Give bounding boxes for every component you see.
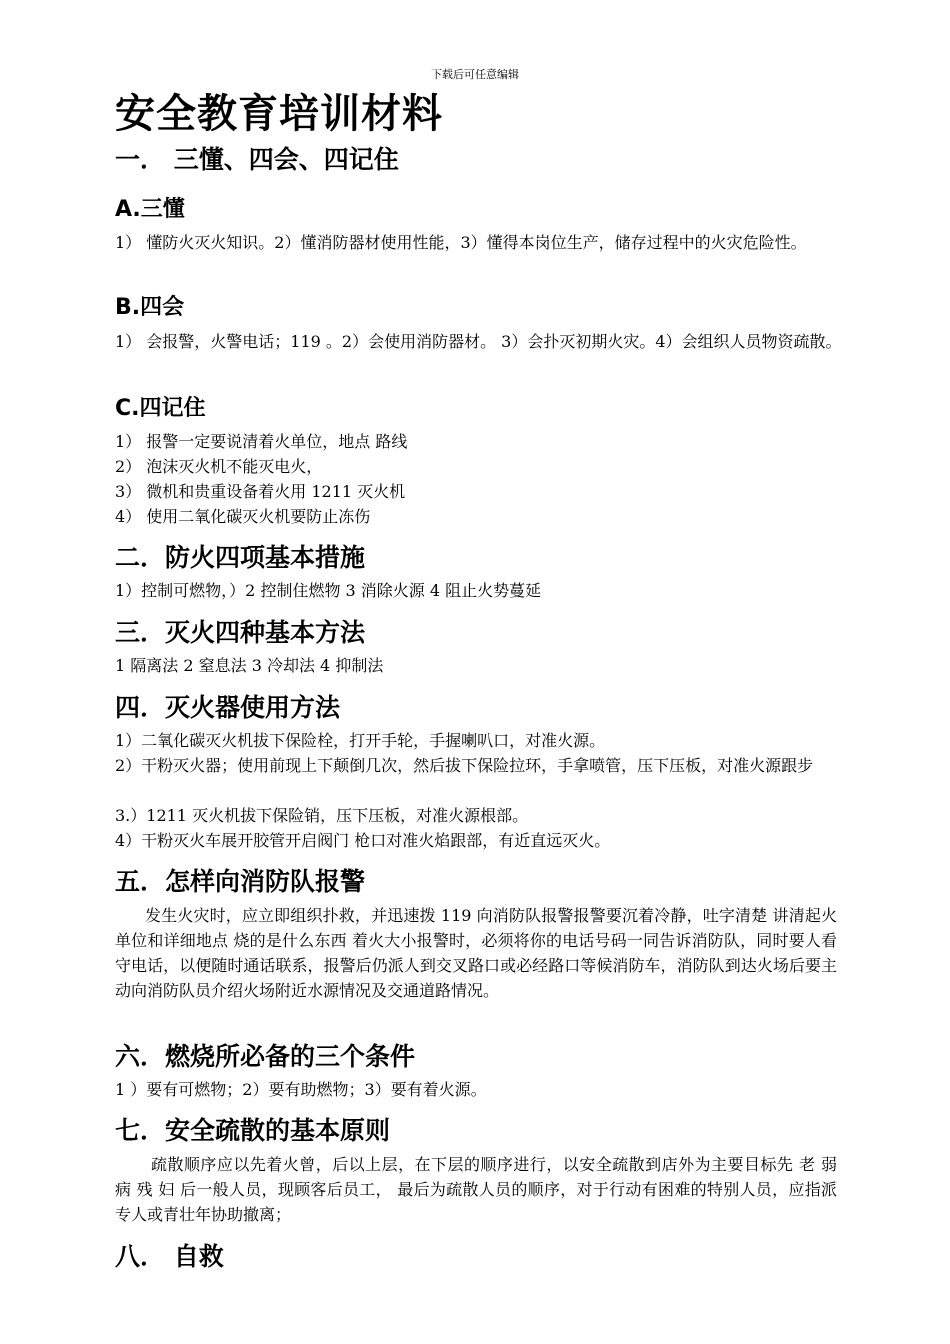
section-7-heading: 七．安全疏散的基本原则 bbox=[115, 1116, 391, 1145]
section-3-text: 1 隔离法 2 窒息法 3 冷却法 4 抑制法 bbox=[115, 656, 384, 675]
section-2-text: 1）控制可燃物，）2 控制住燃物 3 消除火源 4 阻止火势蔓延 bbox=[115, 581, 542, 600]
subsection-a-heading: A.三懂 bbox=[115, 197, 185, 222]
section-5-paragraph: 发生火灾时，应立即组织扑救，并迅速拨 119 向消防队报警报警要沉着冷静，吐字清楚 讲清起火单位和详细地点 烧的是什么东西 着火大小报警时，必须将你的电话号码一同告诉消防队，同时要人看守电话，以便随时通话联系，报警后仍派人到交叉路口或必经路口等候消防车，消防队到达火场后要主动向消防队员介绍火场附近水源情况及交通道路情况。 bbox=[115, 906, 837, 1000]
document-title: 安全教育培训材料 bbox=[115, 91, 443, 137]
list-item: 1）二氧化碳灭火机拔下保险栓，打开手轮，手握喇叭口，对准火源。 bbox=[115, 731, 606, 750]
subsection-b-heading: B.四会 bbox=[115, 295, 185, 320]
section-7-paragraph: 疏散顺序应以先着火曾，后以上层，在下层的顺序进行，以安全疏散到店外为主要目标先 老 弱 病 残 妇 后一般人员，现顾客后员工， 最后为疏散人员的顺序，对于行动有困难的特别人员，应指派专人或青壮年协助撤离； bbox=[115, 1155, 837, 1224]
list-item: 3.）1211 灭火机拔下保险销，压下压板，对准火源根部。 bbox=[115, 806, 529, 825]
subsection-c-heading: C.四记住 bbox=[115, 396, 206, 421]
list-item: 3） 微机和贵重设备着火用 1211 灭火机 bbox=[115, 482, 406, 501]
section-8-heading: 八． 自救 bbox=[115, 1242, 224, 1271]
section-6-text: 1 ）要有可燃物；2）要有助燃物；3）要有着火源。 bbox=[115, 1080, 487, 1099]
section-4-heading: 四．灭火器使用方法 bbox=[115, 693, 341, 722]
section-1-heading: 一． 三懂、四会、四记住 bbox=[115, 145, 399, 174]
list-item: 1） 报警一定要说清着火单位，地点 路线 bbox=[115, 432, 408, 451]
section-2-heading: 二．防火四项基本措施 bbox=[115, 543, 366, 572]
list-item: 4） 使用二氧化碳灭火机要防止冻伤 bbox=[115, 507, 371, 526]
list-item: 4）干粉灭火车展开胶管开启阀门 枪口对准火焰跟部，有近直远灭火。 bbox=[115, 831, 611, 850]
section-3-heading: 三．灭火四种基本方法 bbox=[115, 618, 366, 647]
subsection-a-text: 1） 懂防火灭火知识。2）懂消防器材使用性能，3）懂得本岗位生产，储存过程中的火灾危险性。 bbox=[115, 233, 807, 252]
list-item: 2）干粉灭火器；使用前现上下颠倒几次，然后拔下保险拉环，手拿喷管，压下压板，对准火源跟步 bbox=[115, 756, 814, 775]
section-5-heading: 五．怎样向消防队报警 bbox=[115, 867, 366, 896]
header-note: 下载后可任意编辑 bbox=[431, 68, 519, 81]
list-item: 2） 泡沫灭火机不能灭电火， bbox=[115, 457, 323, 476]
section-6-heading: 六．燃烧所必备的三个条件 bbox=[115, 1042, 416, 1071]
subsection-b-text: 1） 会报警，火警电话；119 。2）会使用消防器材。 3）会扑灭初期火灾。4）会组织人员物资疏散。 bbox=[115, 332, 842, 351]
